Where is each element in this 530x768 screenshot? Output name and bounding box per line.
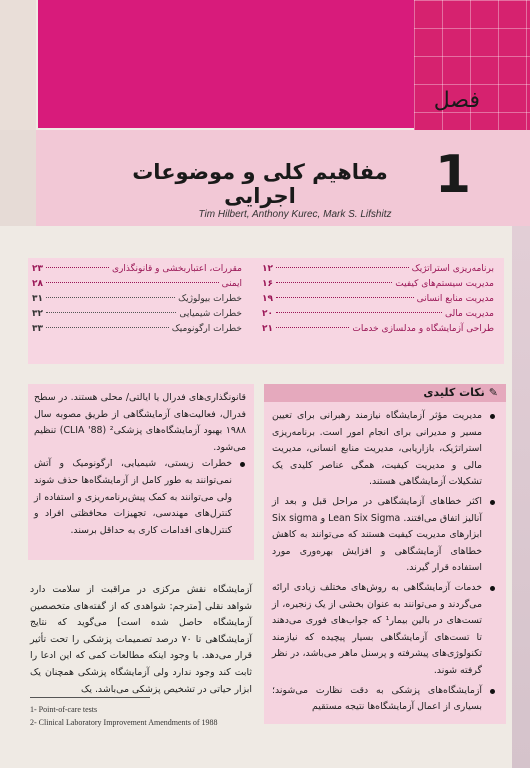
key-point: آزمایشگاه‌های پزشکی به دقت نظارت می‌شوند؛ بسیاری از اعمال آزمایشگاه‌ها نتیجه مستقیم [272,683,496,716]
key-points-title: نکات کلیدی [423,386,485,399]
key-point: خدمات آزمایشگاهی به روش‌های مختلف زیادی ارائه می‌گردند و می‌توانند به عنوان بخشی از یک زنجیره، از تست‌های در بالین بیمار¹ که جواب‌های فوری می‌دهند تا تست‌های آزمایشگاهی بسیار پیچیده که نیازمند تکنولوژی‌های پیشرفته و پرسنل ماهر می‌باشد، در نظر گرفته شوند. [272,580,496,680]
key-points-box [264,384,506,724]
toc-column-left [32,264,242,339]
toc-column-right [262,264,494,339]
toc-entry[interactable]: مقررات، اعتباربخشی و قانونگذاری ۲۳ [32,264,242,274]
key-point: مدیریت مؤثر آزمایشگاه نیازمند رهبرانی برای تعیین مسیر و مدیرانی برای انجام امور است. برنامه‌ریزی استراتژیک، بازاریابی، مدیریت منابع انسانی، مدیریت مالی و مدیریت کیفیت، همگی عناصر کلیدی یک تشکیلات آزمایشگاهی هستند. [272,408,496,491]
header-left-block [0,0,36,130]
toc-entry[interactable]: طراحی آزمایشگاه و مدلسازی خدمات ۲۱ [262,324,494,334]
chapter-authors: Tim Hilbert, Anthony Kurec, Mark S. Lifshitz [198,209,392,220]
toc-entry[interactable]: ایمنی ۲۸ [32,279,242,289]
header-magenta-block [38,0,414,128]
chapter-toc [28,258,504,364]
toc-entry[interactable]: مدیریت مالی ۲۰ [262,309,494,319]
chapter-number: 1 [434,145,472,205]
chapter-title: مفاهیم کلی و موضوعات اجرایی [132,160,388,208]
body-paragraph: آزمایشگاه نقش مرکزی در مراقبت از سلامت دارد شواهد نقلی [مترجم: شواهدی که از گفته‌های متخصصین آزمایشگاه حاصل شده است] می‌گوید که نتایج آزمایشگاهی تا ۷۰ درصد تصمیمات پزشکی را تحت تأثیر قرار می‌دهد. با وجود اینکه مطالعات کمی که این ادعا را ثابت کند وجود ندارد ولی آزمایشگاه پزشکی همچنان یک ابزار حیاتی در تشخیص پزشکی می‌باشد. یک [30,584,253,695]
toc-entry[interactable]: مدیریت سیستم‌های کیفیت ۱۶ [262,279,494,289]
footnote-item: 2- Clinical Laboratory Improvement Amendments of 1988 [30,718,218,727]
footnotes [30,703,260,729]
key-points-continued [28,384,254,560]
toc-entry[interactable]: برنامه‌ریزی استراتژیک ۱۲ [262,264,494,274]
toc-subentry[interactable]: خطرات شیمیایی ۳۲ [32,309,242,319]
footnote-divider [30,697,150,698]
pencil-icon: ✎ [488,386,498,399]
toc-entry[interactable]: مدیریت منابع انسانی ۱۹ [262,294,494,304]
chapter-label: فصل [433,88,480,113]
footnote-item: 1- Point-of-care tests [30,705,98,714]
key-points-list [264,402,506,716]
continued-paragraph: قانونگذاری‌های فدرال یا ایالتی/ محلی هستند. در سطح فدرال، فعالیت‌های آزمایشگاهی از طریق مصوبه سال ۱۹۸۸ بهبود آزمایشگاه‌های پزشکی² (CLIA '88) تنظیم می‌شود. [34,392,246,453]
key-point: اکثر خطاهای آزمایشگاهی در مراحل قبل و بعد از آنالیز اتفاق می‌افتند. Lean Six Sigma و Six sigma ابزارهای مدیریت کیفیت هستند که می‌توانند به کاهش خطاهای آزمایشگاهی و افزایش بهره‌وری مورد استفاده قرار گیرند. [272,494,496,577]
toc-subentry[interactable]: خطرات بیولوژیک ۳۱ [32,294,242,304]
key-points-heading [423,386,498,399]
title-band-left [0,130,36,226]
side-strip [512,226,530,768]
key-point: خطرات زیستی، شیمیایی، ارگونومیک و آتش نمی‌توانند به طور کامل از آزمایشگاه‌ها حذف شوند ولی می‌توانند به کمک پیش‌برنامه‌ریزی و استفاده از کنترل‌های مهندسی، تجهیزات محافظتی افراد و کنترل‌های اقدامات کاری به حداقل برسند. [34,456,246,539]
toc-subentry[interactable]: خطرات ارگونومیک ۳۳ [32,324,242,334]
